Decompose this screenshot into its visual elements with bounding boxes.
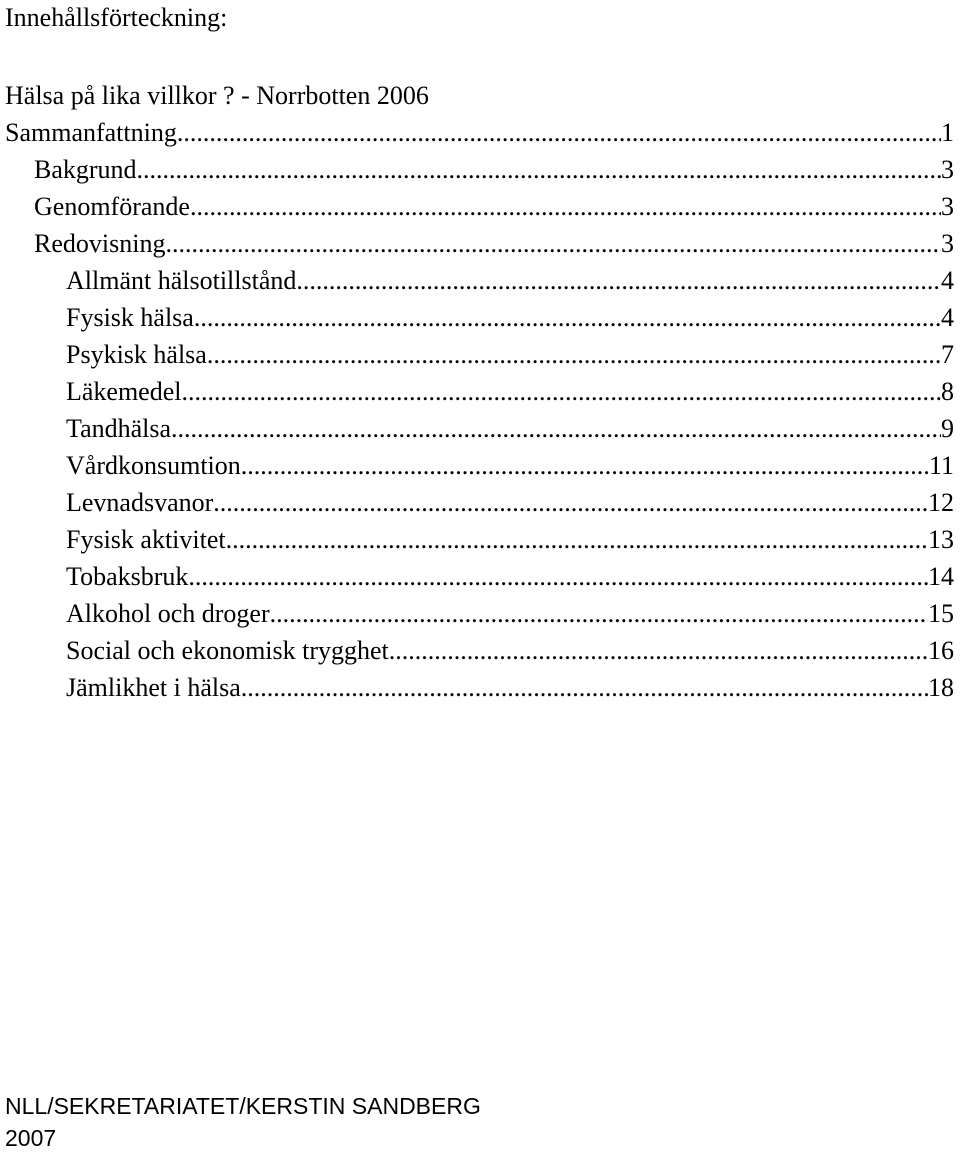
toc-entry[interactable]: [0, 558, 960, 595]
toc-entry-page: 15: [928, 599, 954, 628]
toc-heading: Innehållsförteckning:: [5, 3, 228, 32]
toc-entry[interactable]: [0, 336, 960, 373]
toc-entry-page: 3: [941, 155, 954, 184]
toc-entry-page: 8: [941, 377, 954, 406]
dot-leader: [270, 595, 928, 632]
toc-entry[interactable]: [0, 595, 960, 632]
toc-entry-title: Psykisk hälsa: [66, 340, 207, 369]
toc-entry-page: 9: [941, 414, 954, 443]
toc-entry-title: Bakgrund: [34, 155, 137, 184]
toc-entry-title: Redovisning: [34, 229, 166, 258]
document-title: Hälsa på lika villkor ? - Norrbotten 2006: [5, 81, 429, 110]
toc-entry-page: 3: [941, 192, 954, 221]
footer-year: 2007: [5, 1125, 57, 1151]
toc-entry-title: Fysisk hälsa: [66, 303, 194, 332]
toc-entry-title: Tandhälsa: [66, 414, 172, 443]
dot-leader: [165, 225, 941, 262]
toc-entry-page: 1: [941, 118, 954, 147]
dot-leader: [182, 373, 942, 410]
dot-leader: [137, 151, 941, 188]
dot-leader: [296, 262, 941, 299]
toc-entry-page: 7: [941, 340, 954, 369]
toc-entry[interactable]: [0, 262, 960, 299]
dot-leader: [194, 299, 941, 336]
toc-entry-page: 4: [941, 266, 954, 295]
toc-entry-page: 11: [928, 451, 954, 480]
footer-author: NLL/SEKRETARIATET/KERSTIN SANDBERG: [5, 1093, 481, 1119]
toc-entry-page: 12: [928, 488, 954, 517]
toc-entry-title: Vårdkonsumtion: [66, 451, 241, 480]
toc-entry[interactable]: [0, 151, 960, 188]
toc-entry[interactable]: [0, 484, 960, 521]
dot-leader: [177, 114, 941, 151]
toc-entry-title: Social och ekonomisk trygghet: [66, 636, 389, 665]
toc-entry-title: Jämlikhet i hälsa: [66, 673, 241, 702]
toc-entry-page: 14: [928, 562, 954, 591]
toc-entry-page: 13: [928, 525, 954, 554]
dot-leader: [241, 669, 928, 706]
toc-entry-page: 3: [941, 229, 954, 258]
dot-leader: [171, 410, 941, 447]
toc-entry-page: 16: [928, 636, 954, 665]
toc-entry[interactable]: [0, 632, 960, 669]
toc-entry[interactable]: [0, 447, 960, 484]
toc-entry[interactable]: [0, 299, 960, 336]
toc-entry[interactable]: [0, 114, 960, 151]
toc-entry[interactable]: [0, 669, 960, 706]
dot-leader: [207, 336, 941, 373]
toc-entry[interactable]: [0, 225, 960, 262]
toc-entry-title: Tobaksbruk: [66, 562, 189, 591]
toc-entry-title: Alkohol och droger: [66, 599, 270, 628]
toc-entry-page: 18: [928, 673, 954, 702]
table-of-contents: [0, 114, 960, 706]
dot-leader: [190, 188, 941, 225]
dot-leader: [226, 521, 928, 558]
dot-leader: [241, 447, 929, 484]
dot-leader: [389, 632, 928, 669]
toc-entry[interactable]: [0, 521, 960, 558]
toc-entry-title: Allmänt hälsotillstånd: [66, 266, 297, 295]
toc-entry-title: Genomförande: [34, 192, 190, 221]
toc-entry[interactable]: [0, 188, 960, 225]
toc-entry[interactable]: [0, 373, 960, 410]
dot-leader: [213, 484, 928, 521]
toc-entry[interactable]: [0, 410, 960, 447]
toc-entry-title: Sammanfattning: [5, 118, 177, 147]
toc-entry-title: Levnadsvanor: [66, 488, 214, 517]
toc-entry-title: Fysisk aktivitet: [66, 525, 226, 554]
dot-leader: [188, 558, 928, 595]
toc-entry-title: Läkemedel: [66, 377, 182, 406]
toc-entry-page: 4: [941, 303, 954, 332]
